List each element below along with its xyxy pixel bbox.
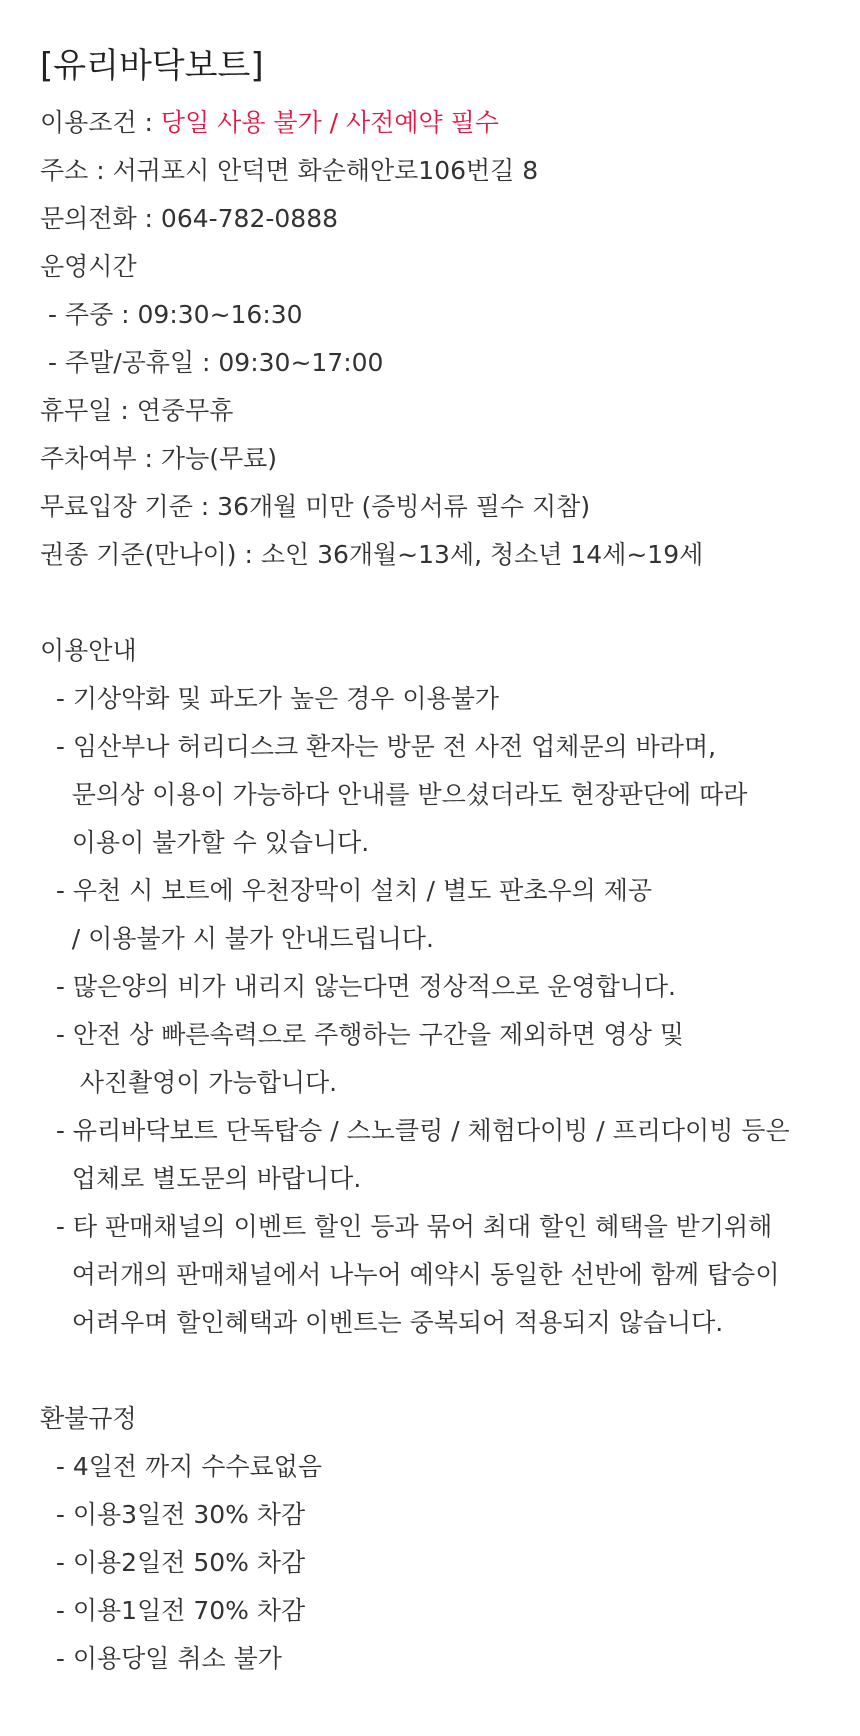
usage-line: 사진촬영이 가능합니다. xyxy=(40,1068,338,1097)
conditions-line xyxy=(40,106,499,140)
address-line: 주소 : 서귀포시 안덕면 화순해안로106번길 8 xyxy=(40,156,539,185)
usage-line: / 이용불가 시 불가 안내드립니다. xyxy=(40,924,434,953)
refund-line: - 이용1일전 70% 차감 xyxy=(40,1596,306,1625)
usage-line: - 많은양의 비가 내리지 않는다면 정상적으로 운영합니다. xyxy=(40,972,676,1001)
refund-line: - 이용2일전 50% 차감 xyxy=(40,1548,306,1577)
usage-line: 이용이 불가할 수 있습니다. xyxy=(40,828,370,857)
refund-line: - 이용3일전 30% 차감 xyxy=(40,1500,306,1529)
usage-line: 어려우며 할인혜택과 이벤트는 중복되어 적용되지 않습니다. xyxy=(40,1308,724,1337)
closed-days-line: 휴무일 : 연중무휴 xyxy=(40,396,234,425)
free-entry-line: 무료입장 기준 : 36개월 미만 (증빙서류 필수 지참) xyxy=(40,492,591,521)
hours-weekend: - 주말/공휴일 : 09:30~17:00 xyxy=(40,348,384,377)
page-title: [유리바닥보트] xyxy=(40,46,264,86)
usage-heading: 이용안내 xyxy=(40,636,137,665)
usage-line: - 임산부나 허리디스크 환자는 방문 전 사전 업체문의 바라며, xyxy=(40,732,717,761)
usage-line: - 우천 시 보트에 우천장막이 설치 / 별도 판초우의 제공 xyxy=(40,876,653,905)
hours-heading: 운영시간 xyxy=(40,252,137,281)
usage-line: - 안전 상 빠른속력으로 주행하는 구간을 제외하면 영상 및 xyxy=(40,1020,684,1049)
refund-line: - 이용당일 취소 불가 xyxy=(40,1644,282,1673)
refund-line: - 4일전 까지 수수료없음 xyxy=(40,1452,323,1481)
parking-line: 주차여부 : 가능(무료) xyxy=(40,444,278,473)
conditions-label: 이용조건 : xyxy=(40,108,161,137)
usage-line: - 타 판매채널의 이벤트 할인 등과 묶어 최대 할인 혜택을 받기위해 xyxy=(40,1212,773,1241)
usage-line: - 유리바닥보트 단독탑승 / 스노클링 / 체험다이빙 / 프리다이빙 등은 xyxy=(40,1116,790,1145)
usage-line: 여러개의 판매채널에서 나누어 예약시 동일한 선반에 함께 탑승이 xyxy=(40,1260,780,1289)
phone-line: 문의전화 : 064-782-0888 xyxy=(40,204,339,233)
usage-line: 문의상 이용이 가능하다 안내를 받으셨더라도 현장판단에 따라 xyxy=(40,780,748,809)
conditions-value: 당일 사용 불가 / 사전예약 필수 xyxy=(160,108,499,137)
usage-line: - 기상악화 및 파도가 높은 경우 이용불가 xyxy=(40,684,499,713)
usage-line: 업체로 별도문의 바랍니다. xyxy=(40,1164,362,1193)
ticket-age-line: 권종 기준(만나이) : 소인 36개월~13세, 청소년 14세~19세 xyxy=(40,540,704,569)
refund-heading: 환불규정 xyxy=(40,1404,137,1433)
hours-weekday: - 주중 : 09:30~16:30 xyxy=(40,300,303,329)
